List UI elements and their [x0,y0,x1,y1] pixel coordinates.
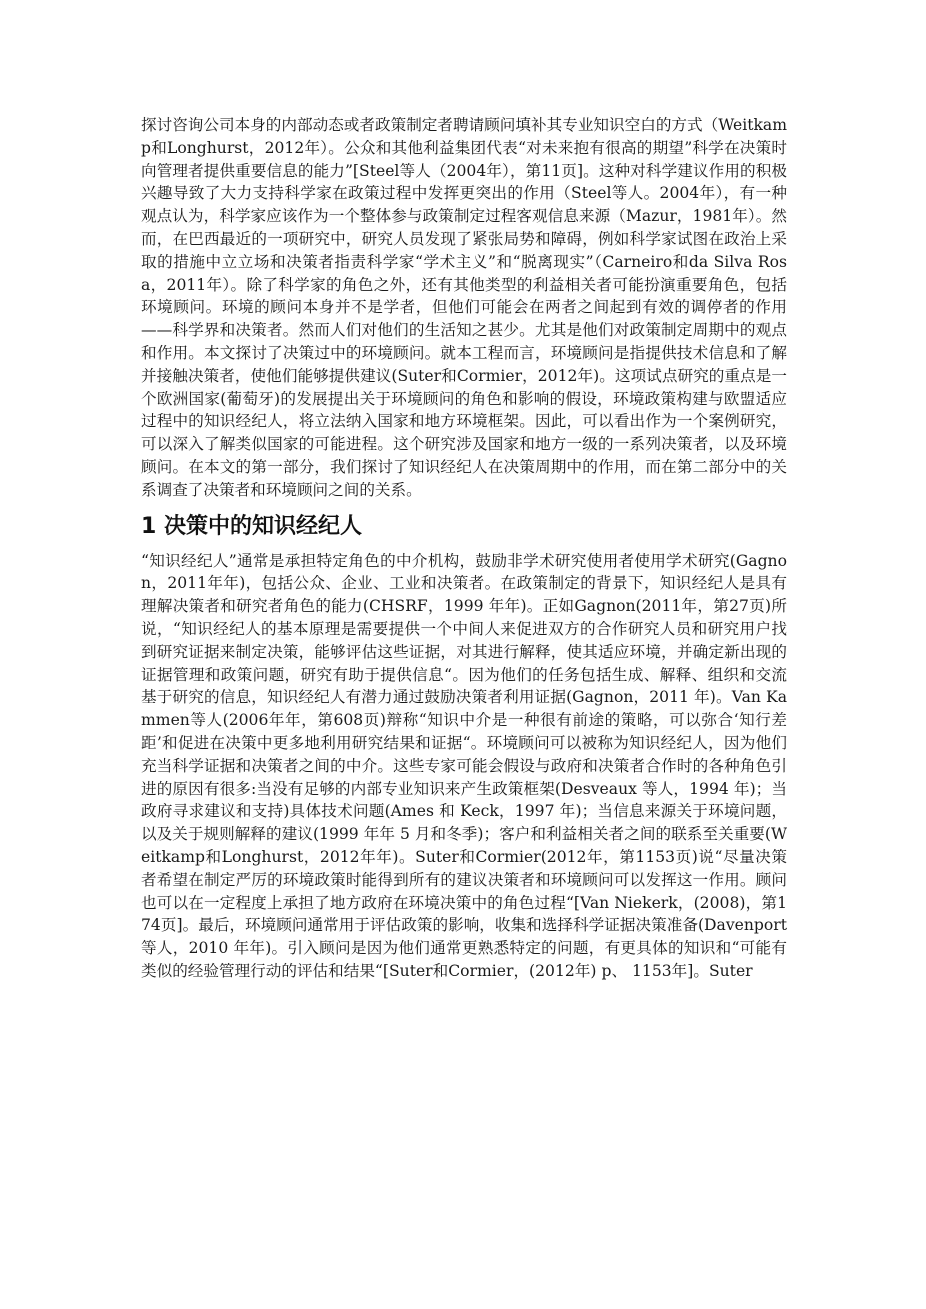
section-heading: 1 决策中的知识经纪人 [141,513,362,539]
document-page [141,114,787,983]
section-paragraph: “知识经纪人”通常是承担特定角色的中介机构，鼓励非学术研究使用者使用学术研究(Gagnon，2011年年)，包括公众、企业、工业和决策者。在政策制定的背景下，知识经纪人是具有理解决策者和研究者角色的能力(CHSRF，1999 年年)。正如Gagnon(2011年，第27页)所说，“知识经纪人的基本原理是需要提供一个中间人来促进双方的合作研究人员和研究用户找到研究证据来制定决策，能够评估这些证据，对其进行解释，使其适应环境，并确定新出现的证据管理和政策问题，研究有助于提供信息“。因为他们的任务包括生成、解释、组织和交流基于研究的信息，知识经纪人有潜力通过鼓励决策者利用证据(Gagnon，2011 年)。Van Kammen等人(2006年年，第608页)辩称“知识中介是一种很有前途的策略，可以弥合‘知行差距’和促进在决策中更多地利用研究结果和证据“。环境顾问可以被称为知识经纪人，因为他们充当科学证据和决策者之间的中介。这些专家可能会假设与政府和决策者合作时的各种角色引进的原因有很多:当没有足够的内部专业知识来产生政策框架(Desveaux 等人，1994 年)；当政府寻求建议和支持)具体技术问题(Ames 和 Keck，1997 年)；当信息来源关于环境问题，以及关于规则解释的建议(1999 年年 5 月和冬季)；客户和利益相关者之间的联系至关重要(Weitkamp和Longhurst，2012年年)。Suter和Cormier(2012年，第1153页)说“尽量决策者希望在制定严厉的环境政策时能得到所有的建议决策者和环境顾问可以发挥这一作用。顾问也可以在一定程度上承担了地方政府在环境决策中的角色过程“[Van Niekerk，(2008)，第174页]。最后，环境顾问通常用于评估政策的影响，收集和选择科学证据决策准备(Davenport 等人，2010 年年)。引入顾问是因为他们通常更熟悉特定的问题，有更具体的知识和“可能有类似的经验管理行动的评估和结果“[Suter和Cormier，(2012年) p、 1153年]。Suter [141,551,787,980]
intro-paragraph: 探讨咨询公司本身的内部动态或者政策制定者聘请顾问填补其专业知识空白的方式（Weitkamp和Longhurst，2012年）。公众和其他利益集团代表“对未来抱有很高的期望”科学在决策时向管理者提供重要信息的能力”[Steel等人（2004年），第11页]。这种对科学建议作用的积极兴趣导致了大力支持科学家在政策过程中发挥更突出的作用（Steel等人。2004年），有一种观点认为，科学家应该作为一个整体参与政策制定过程客观信息来源（Mazur，1981年）。然而，在巴西最近的一项研究中，研究人员发现了紧张局势和障碍，例如科学家试图在政治上采取的措施中立立场和决策者指责科学家“学术主义”和“脱离现实”（Carneiro和da Silva Rosa，2011年）。除了科学家的角色之外，还有其他类型的利益相关者可能扮演重要角色，包括环境顾问。环境的顾问本身并不是学者，但他们可能会在两者之间起到有效的调停者的作用——科学界和决策者。然而人们对他们的生活知之甚少。尤其是他们对政策制定周期中的观点和作用。本文探讨了决策过中的环境顾问。就本工程而言，环境顾问是指提供技术信息和了解并接触决策者，使他们能够提供建议(Suter和Cormier，2012年)。这项试点研究的重点是一个欧洲国家(葡萄牙)的发展提出关于环境顾问的角色和影响的假设，环境政策构建与欧盟适应过程中的知识经纪人，将立法纳入国家和地方环境框架。因此，可以看出作为一个案例研究，可以深入了解类似国家的可能进程。这个研究涉及国家和地方一级的一系列决策者，以及环境顾问。在本文的第一部分，我们探讨了知识经纪人在决策周期中的作用，而在第二部分中的关系调查了决策者和环境顾问之间的关系。 [141,116,787,499]
